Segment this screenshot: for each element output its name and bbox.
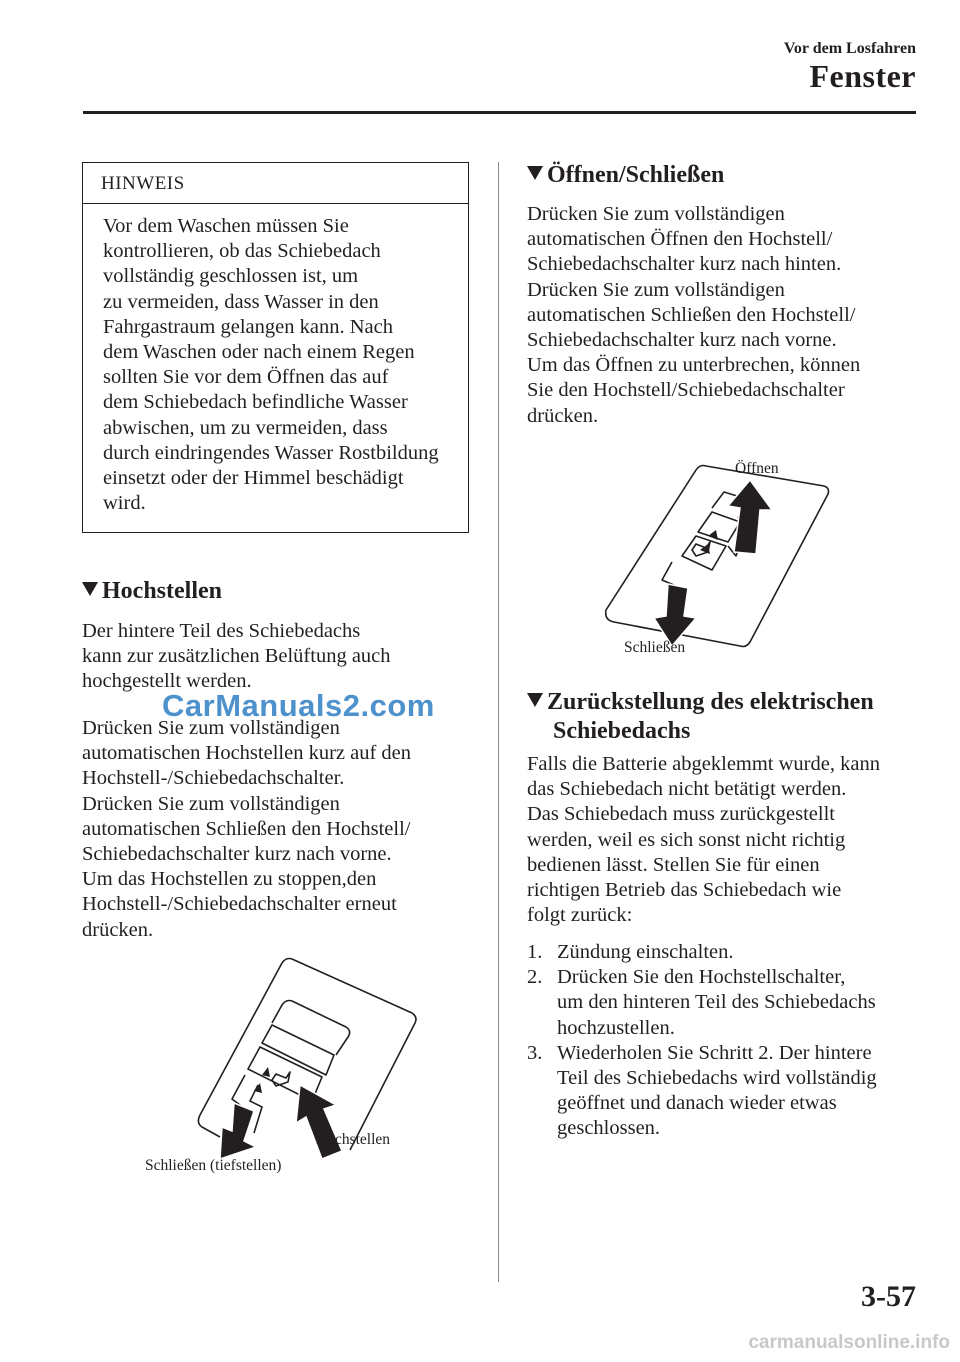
reset-body: Falls die Batterie abgeklemmt wurde, kann das Schiebedach nicht betätigt werden. Das Schiebedach muss zurückgestellt werden, weil es sich sonst nicht richtig bedienen lässt. Stellen Sie für einen richtigen Betrieb das Schiebedach wie folgt zurück:	[527, 753, 880, 927]
triangle-bullet-icon	[527, 693, 543, 707]
figure-label-open: Öffnen	[735, 460, 779, 477]
slide-body: Drücken Sie zum vollständigen automatischen Öffnen den Hochstell/ Schiebedachschalter kurz nach hinten. Drücken Sie zum vollständigen automatischen Schließen den Hochstell/ Schiebedachschalter kurz nach vorne. Um das Öffnen zu unterbrechen, können Sie den Hochstell/Schiebedachschalter drücken.	[527, 203, 861, 427]
section-heading-reset-line2: Schiebedachs	[553, 718, 691, 744]
section-heading-tilt	[82, 577, 222, 606]
list-item	[527, 940, 927, 965]
column-divider	[498, 162, 499, 1282]
watermark: CarManuals2.com	[162, 688, 435, 723]
page-number: 3-57	[861, 1280, 916, 1313]
section-heading-reset	[527, 688, 874, 746]
triangle-bullet-icon	[527, 166, 543, 180]
note-body: Vor dem Waschen müssen Sie kontrollieren, ob das Schiebedach vollständig geschlossen ist, um zu vermeiden, dass Wasser in den Fahrgastraum gelangen kann. Nach dem Waschen oder nach einem Regen sollten Sie vor dem Öffnen das auf dem Schiebedach befindliche Wasser abwischen, um zu vermeiden, dass durch eindringendes Wasser Rostbildung einsetzt oder der Himmel beschädigt wird.	[103, 215, 439, 515]
header-rule	[83, 111, 916, 114]
page-title: Fenster	[809, 58, 916, 94]
tilt-body: Drücken Sie zum vollständigen automatischen Hochstellen kurz auf den Hochstell-/Schiebedachschalter. Drücken Sie zum vollständigen automatischen Schließen den Hochstell/ Schiebedachschalter kurz nach vorne. Um das Hochstellen zu stoppen,den Hochstell-/Schiebedachschalter erneut drücken.	[82, 717, 412, 941]
step-text: Zündung einschalten.	[557, 941, 734, 963]
tilt-switch-figure	[145, 955, 420, 1180]
figure-label-close: Schließen	[624, 639, 686, 656]
header-section-label: Vor dem Losfahren	[783, 40, 916, 57]
list-item	[527, 1041, 927, 1142]
step-number: 3.	[527, 1041, 543, 1064]
section-heading-tilt-text: Hochstellen	[102, 578, 222, 604]
slide-switch-figure	[600, 452, 840, 672]
note-box	[82, 162, 469, 533]
step-text: Wiederholen Sie Schritt 2. Der hintere Teil des Schiebedachs wird vollständig geöffnet und danach wieder etwas geschlossen.	[557, 1041, 877, 1140]
note-heading: HINWEIS	[83, 163, 468, 204]
step-text: Drücken Sie den Hochstellschalter, um den hinteren Teil des Schiebedachs hochzustellen.	[557, 966, 876, 1039]
step-number: 2.	[527, 966, 543, 989]
section-heading-slide	[527, 161, 724, 190]
section-heading-reset-line1: Zurückstellung des elektrischen	[547, 689, 874, 715]
list-item	[527, 965, 927, 1041]
figure-label-tilt-up: Hochstellen	[316, 1131, 391, 1148]
section-heading-slide-text: Öffnen/Schließen	[547, 162, 725, 188]
footer-watermark: carmanualsonline.info	[748, 1332, 950, 1353]
step-number: 1.	[527, 941, 543, 963]
reset-steps-list	[527, 940, 927, 1142]
triangle-bullet-icon	[82, 582, 98, 596]
tilt-intro: Der hintere Teil des Schiebedachs kann zur zusätzlichen Belüftung auch hochgestellt werden.	[82, 620, 391, 693]
figure-label-tilt-down: Schließen (tiefstellen)	[145, 1157, 282, 1174]
